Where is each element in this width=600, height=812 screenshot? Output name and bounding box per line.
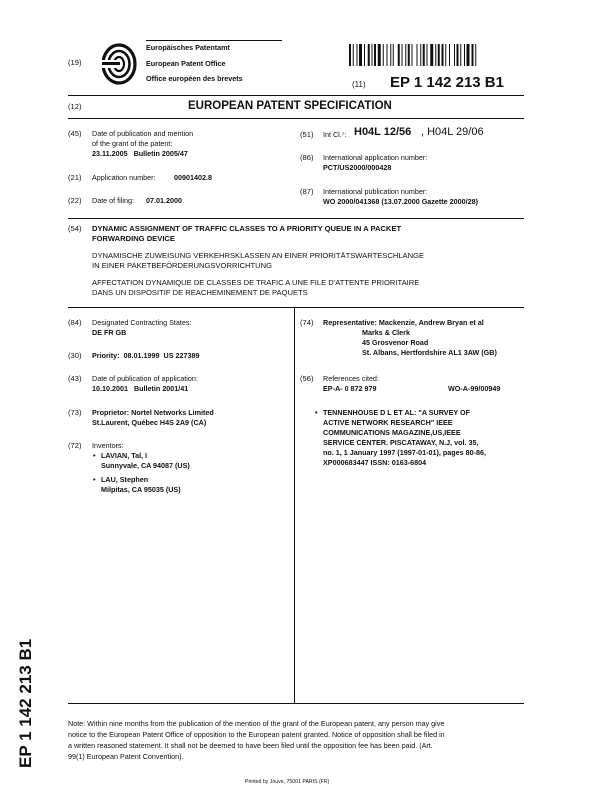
barcode-bar [438, 44, 440, 66]
inventor-1-name: • LAVIAN, Tal, I [101, 451, 147, 461]
representative-line4: St. Albans, Hertfordshire AL1 3AW (GB) [362, 348, 497, 357]
barcode-bar [398, 44, 400, 66]
grant-label-line1: Date of publication and mention [92, 129, 194, 138]
inid-22: (22) [68, 196, 82, 205]
publication-of-application-value: 10.10.2001 Bulletin 2001/41 [92, 384, 189, 393]
barcode-bar [412, 44, 413, 66]
proprietor-line2: St.Laurent, Québec H4S 2A9 (CA) [92, 418, 207, 427]
barcode-bar [457, 44, 459, 66]
barcode-bar [357, 44, 358, 66]
int-cl-label: Int Cl.⁷: [323, 130, 347, 139]
inid-51: (51) [300, 130, 314, 139]
barcode-bar [387, 44, 388, 66]
barcode-bar [464, 44, 465, 66]
application-number-label: Application number: [92, 173, 156, 182]
printer-footer: Printed by Jouve, 75001 PARIS (FR) [245, 779, 330, 785]
barcode-bar [383, 44, 384, 66]
opposition-note-line1: Note: Within nine months from the publication of the mention of the grant of the European patent, any person may give [68, 719, 445, 728]
inid-54: (54) [68, 224, 82, 233]
barcode-bar [449, 44, 450, 66]
title-de-line1: DYNAMISCHE ZUWEISUNG VERKEHRSKLASSEN AN EINER PRIORITÄTSWARTESCHLANGE [92, 251, 425, 260]
barcode [349, 44, 519, 66]
barcode-bar [427, 44, 428, 66]
side-publication-number: EP 1 142 213 B1 [16, 638, 35, 768]
inid-45: (45) [68, 129, 82, 138]
intl-publication-label: International publication number: [323, 187, 428, 196]
barcode-bar [349, 44, 351, 66]
references-cited-label: References cited: [323, 374, 379, 383]
title-de-line2: IN EINER PAKETBEFÖRDERUNGSVORRICHTUNG [92, 261, 273, 270]
inid-19: (19) [68, 58, 82, 67]
inventor-1-address: Sunnyvale, CA 94087 (US) [101, 461, 190, 470]
reference-ep: EP-A- 0 872 979 [323, 384, 377, 393]
intl-application-value: PCT/US2000/000428 [323, 163, 392, 172]
title-fr-line2: DANS UN DISPOSITIF DE REACHEMINEMENT DE PAQUETS [92, 288, 308, 297]
inid-72: (72) [68, 441, 82, 450]
barcode-bar [442, 44, 444, 66]
inid-12: (12) [68, 102, 82, 111]
barcode-bar [374, 44, 376, 66]
representative-line2: Marks & Clerk [362, 328, 410, 337]
designated-states-value: DE FR GB [92, 328, 127, 337]
barcode-bar [408, 44, 410, 66]
barcode-bar [372, 44, 373, 66]
office-name-en: European Patent Office [146, 59, 226, 68]
intl-application-label: International application number: [323, 153, 428, 162]
barcode-bar [420, 44, 421, 66]
barcode-bar [405, 44, 406, 66]
office-name-de: Europäisches Patentamt [146, 43, 230, 52]
inid-11: (11) [352, 80, 366, 89]
inid-87: (87) [300, 187, 314, 196]
citation-line3: COMMUNICATIONS MAGAZINE,US,IEEE [323, 428, 461, 437]
priority: Priority: 08.01.1999 US 227389 [92, 351, 200, 360]
inid-86: (86) [300, 153, 314, 162]
reference-wo: WO-A-99/00949 [448, 384, 501, 393]
opposition-note-line2: notice to the European Patent Office of opposition to the European patent granted. Notice of opposition shall be filed in [68, 730, 445, 739]
inid-30: (30) [68, 351, 82, 360]
barcode-bar [454, 44, 455, 66]
filing-date-value: 07.01.2000 [146, 196, 182, 205]
representative-line1: Representative: Mackenzie, Andrew Bryan et al [323, 318, 484, 327]
citation-line1: • TENNENHOUSE D L ET AL: "A SURVEY OF [323, 408, 470, 418]
grant-label-line2: of the grant of the patent: [92, 139, 173, 148]
opposition-note-line3: a written reasoned statement. It shall not be deemed to have been filed until the opposition fee has been paid. (Art. [68, 741, 433, 750]
barcode-bar [368, 44, 370, 66]
barcode-bar [467, 44, 470, 66]
int-cl-main: H04L 12/56 [354, 126, 412, 138]
barcode-bar [390, 44, 391, 66]
office-name-fr: Office européen des brevets [146, 74, 243, 83]
title-en-line2: FORWARDING DEVICE [92, 234, 175, 243]
inid-74: (74) [300, 318, 314, 327]
opposition-note-line4: 99(1) European Patent Convention). [68, 752, 184, 761]
inid-21: (21) [68, 173, 82, 182]
citation-line4: SERVICE CENTER. PISCATAWAY, N.J, vol. 35, [323, 438, 479, 447]
title-fr-line1: AFFECTATION DYNAMIQUE DE CLASSES DE TRAFIC A UNE FILE D'ATTENTE PRIORITAIRE [92, 278, 420, 287]
barcode-bar [353, 44, 354, 66]
document-title: EUROPEAN PATENT SPECIFICATION [188, 100, 392, 112]
citation-line6: XP000683447 ISSN: 0163-6804 [323, 458, 427, 467]
inid-73: (73) [68, 408, 82, 417]
barcode-bar [364, 44, 365, 66]
barcode-bar [475, 44, 476, 66]
inid-43: (43) [68, 374, 82, 383]
inventor-2-name: • LAU, Stephen [101, 475, 148, 485]
publication-number: EP 1 142 213 B1 [390, 74, 504, 91]
intl-publication-value: WO 2000/041368 (13.07.2000 Gazette 2000/28) [323, 197, 479, 206]
proprietor-line1: Proprietor: Nortel Networks Limited [92, 408, 214, 417]
barcode-bar [423, 44, 425, 66]
barcode-bar [435, 44, 436, 66]
inid-56: (56) [300, 374, 314, 383]
barcode-bar [460, 44, 461, 66]
citation-line2: ACTIVE NETWORK RESEARCH" IEEE [323, 418, 453, 427]
barcode-bar [430, 44, 433, 66]
barcode-bar [417, 44, 418, 66]
filing-date-label: Date of filing: [92, 196, 134, 205]
inventors-label: Inventors: [92, 441, 124, 450]
barcode-bar [359, 44, 362, 66]
barcode-bar [472, 44, 474, 66]
publication-of-application-label: Date of publication of application: [92, 374, 198, 383]
inventor-2-address: Milpitas, CA 95035 (US) [101, 485, 181, 494]
representative-line3: 45 Grosvenor Road [362, 338, 429, 347]
epo-logo [100, 42, 138, 86]
citation-line5: no. 1, 1 January 1997 (1997-01-01), pages 80-86, [323, 448, 487, 457]
grant-value: 23.11.2005 Bulletin 2005/47 [92, 149, 188, 158]
int-cl-rest: , H04L 29/06 [421, 126, 484, 138]
title-en-line1: DYNAMIC ASSIGNMENT OF TRAFFIC CLASSES TO A PRIORITY QUEUE IN A PACKET [92, 224, 402, 233]
application-number-value: 00901402.8 [174, 173, 212, 182]
designated-states-label: Designated Contracting States: [92, 318, 192, 327]
barcode-bar [445, 44, 446, 66]
barcode-bar [402, 44, 403, 66]
barcode-bar [393, 44, 394, 66]
inid-84: (84) [68, 318, 82, 327]
barcode-bar [378, 44, 381, 66]
